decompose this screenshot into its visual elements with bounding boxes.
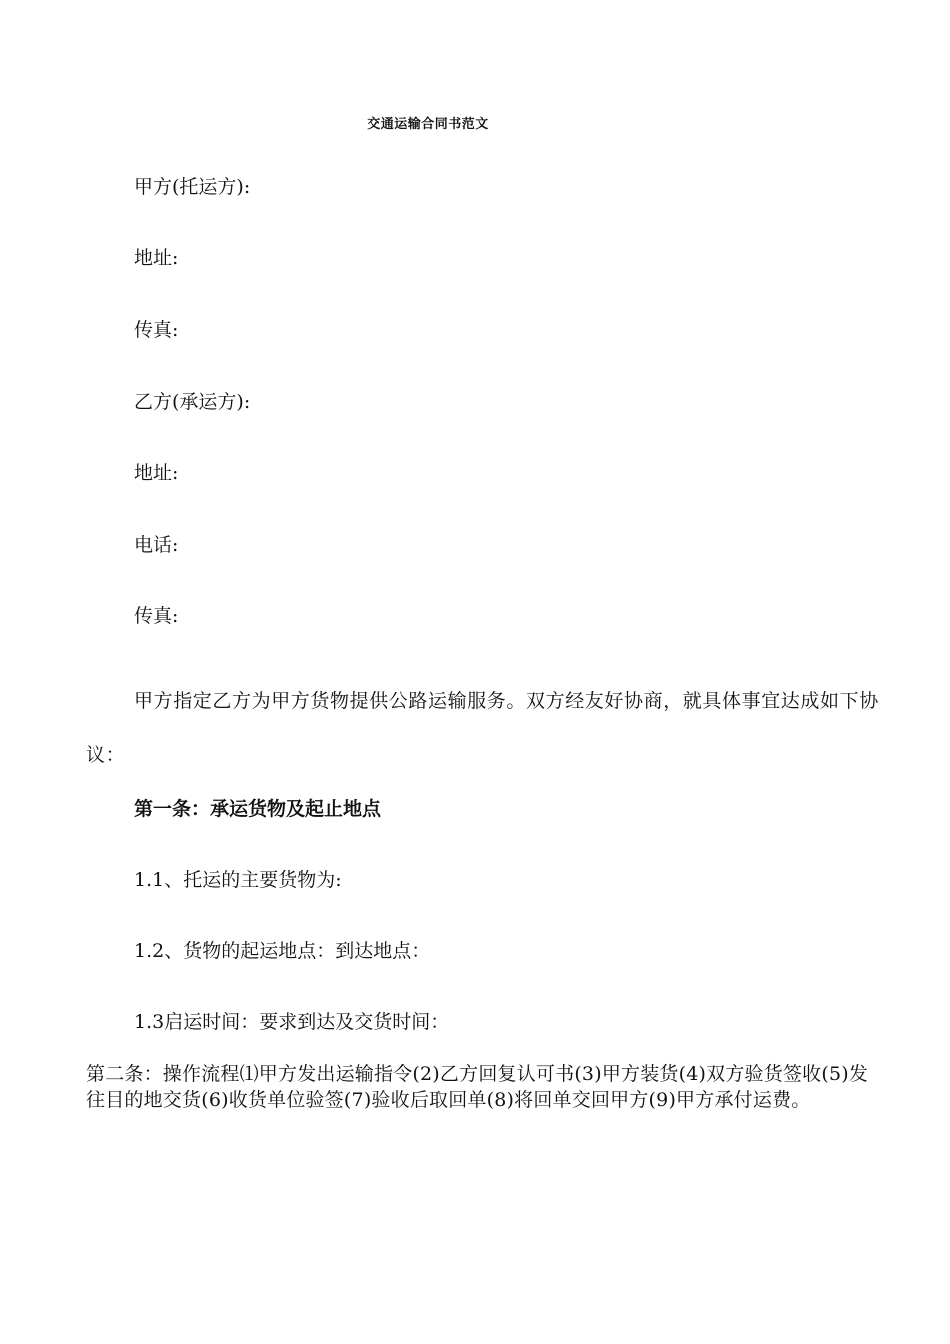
party-b-label: 乙方(承运方): — [134, 391, 251, 413]
article-2-paragraph: 第二条：操作流程⑴甲方发出运输指令(2)乙方回复认可书(3)甲方装货(4)双方验货签收(5)发往目的地交货(6)收货单位验签(7)验收后取回单(8)将回单交回甲方(9)甲方承付运费。 — [86, 1063, 869, 1111]
article-1-item: 1.3启运时间：要求到达及交货时间： — [134, 1011, 450, 1033]
document-title: 交通运输合同书范文 — [367, 117, 489, 132]
article-1-heading: 第一条：承运货物及起止地点 — [134, 798, 382, 820]
article-1-item: 1.2、货物的起运地点：到达地点： — [134, 940, 431, 962]
intro-paragraph: 甲方指定乙方为甲方货物提供公路运输服务。双方经友好协商，就具体事宜达成如下协议： — [86, 690, 879, 766]
party-b-address-label: 地址: — [134, 462, 179, 484]
party-a-address-label: 地址: — [134, 247, 179, 269]
party-a-label: 甲方(托运方): — [134, 176, 251, 198]
party-a-fax-label: 传真: — [134, 319, 179, 341]
party-b-phone-label: 电话: — [134, 534, 179, 556]
party-b-fax-label: 传真: — [134, 605, 179, 627]
article-1-item: 1.1、托运的主要货物为: — [134, 869, 342, 891]
